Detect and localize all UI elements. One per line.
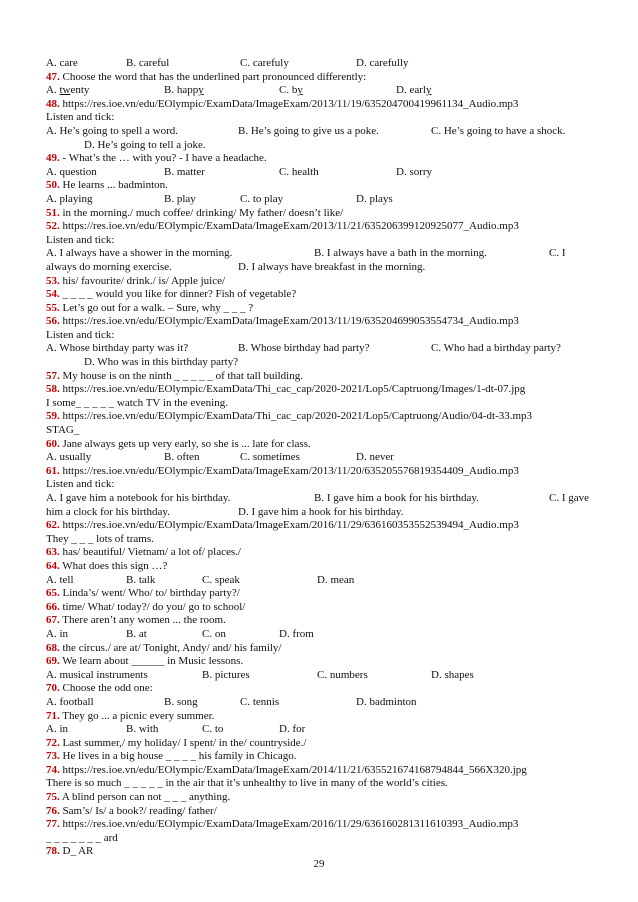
question-line	[46, 750, 598, 764]
line-text: Listen and tick:	[46, 328, 115, 341]
line-text: They go ... a picnic every summer.	[59, 709, 215, 722]
line-text: STAG_	[46, 424, 80, 437]
question-number: 72.	[46, 736, 60, 749]
answer-option: C. I	[549, 247, 566, 260]
answer-option: B. talk	[126, 573, 156, 586]
answer-option: A. football	[46, 695, 94, 708]
line-text: https://res.ioe.vn/edu/EOlympic/ExamData/Thi_cac_cap/2020-2021/Lop5/Captruong/Images/1-dt-07.jpg	[59, 383, 526, 396]
answer-option: C. on	[202, 627, 226, 640]
line-text: What does this sign …?	[59, 559, 168, 572]
question-number: 50.	[46, 179, 60, 192]
question-number: 61.	[46, 464, 60, 477]
answer-option: B. I always have a bath in the morning.	[314, 247, 487, 260]
answer-option: C. Who had a birthday party?	[431, 342, 561, 355]
question-number: 71.	[46, 709, 60, 722]
question-number: 55.	[46, 301, 60, 314]
question-number: 58.	[46, 383, 60, 396]
answer-options	[46, 342, 598, 356]
question-line	[46, 737, 598, 751]
answer-option: B. I gave him a book for his birthday.	[314, 492, 479, 504]
line-text: He lives in a big house _ _ _ _ his family in Chicago.	[59, 750, 297, 763]
answer-option: B. pictures	[202, 668, 250, 681]
question-line	[46, 220, 598, 234]
answer-option: C. to play	[240, 192, 284, 205]
line-text: Listen and tick:	[46, 111, 115, 124]
answer-option: B. with	[126, 723, 159, 736]
answer-options	[46, 451, 598, 465]
answer-option: B. at	[126, 627, 147, 640]
answer-option: D. Who was in this birthday party?	[84, 356, 239, 369]
answer-option: C. speak	[202, 573, 240, 586]
answer-option: A. in	[46, 627, 68, 640]
answer-option: A. I always have a shower in the morning.	[46, 247, 233, 260]
underlined-letters: y	[425, 84, 432, 97]
question-number: 69.	[46, 655, 60, 668]
question-number: 73.	[46, 750, 60, 763]
answer-option: D. He’s going to tell a joke.	[84, 138, 206, 151]
question-line	[46, 288, 598, 302]
line-text: There is so much _ _ _ _ _ in the air that it’s unhealthy to live in many of the world’s cities.	[46, 777, 448, 790]
answer-option: him a clock for his birthday.	[46, 505, 170, 518]
answer-option: B. happy	[164, 84, 204, 97]
question-number: 64.	[46, 559, 60, 572]
answer-option: D. for	[279, 723, 306, 736]
answer-option: C. health	[279, 165, 319, 178]
line-text: Jane always gets up very early, so she is ... late for class.	[59, 437, 311, 450]
question-number: 60.	[46, 437, 60, 450]
answer-options	[46, 193, 598, 207]
question-number: 66.	[46, 600, 60, 613]
line-text: D_ AR	[59, 845, 94, 858]
answer-option: D. from	[279, 627, 314, 640]
question-line	[46, 383, 598, 397]
line-text: Choose the odd one:	[59, 682, 153, 695]
line-text: _ _ _ _ would you like for dinner? Fish of vegetable?	[59, 288, 297, 301]
question-number: 59.	[46, 410, 60, 423]
question-number: 76.	[46, 804, 60, 817]
answer-options	[46, 166, 598, 180]
line-text: My house is on the ninth _ _ _ _ _ of that tall building.	[59, 369, 303, 382]
line-text: They _ _ _ lots of trams.	[46, 532, 154, 545]
question-line	[46, 682, 598, 696]
question-line	[46, 179, 598, 193]
line-text: I some_ _ _ _ _ watch TV in the evening.	[46, 396, 228, 409]
answer-option: D. shapes	[431, 668, 474, 681]
text-line	[46, 111, 598, 125]
line-text: There aren’t any women ... the room.	[59, 614, 226, 627]
question-number: 67.	[46, 614, 60, 627]
text-line	[46, 424, 598, 438]
question-line	[46, 302, 598, 316]
question-number: 49.	[46, 152, 60, 165]
line-text: _ _ _ _ _ _ _ ard	[46, 831, 118, 844]
line-text: Last summer,/ my holiday/ I spent/ in the/ countryside./	[59, 736, 307, 749]
line-text: https://res.ioe.vn/edu/EOlympic/ExamData/ImageExam/2016/11/29/636160353552539494_Audio.mp3	[59, 519, 519, 532]
answer-option: C. to	[202, 723, 224, 736]
answer-option: B. often	[164, 451, 200, 464]
line-text: https://res.ioe.vn/edu/EOlympic/ExamData/ImageExam/2013/11/19/635204700419961134_Audio.mp3	[59, 97, 519, 110]
answer-option: B. Whose birthday had party?	[238, 342, 370, 355]
line-text: Linda’s/ went/ Who/ to/ birthday party?/	[59, 587, 240, 600]
answer-option: D. badminton	[356, 695, 417, 708]
line-text: A blind person can not _ _ _ anything.	[59, 791, 231, 804]
answer-option: D. early	[396, 84, 432, 97]
question-number: 63.	[46, 546, 60, 559]
line-text: https://res.ioe.vn/edu/EOlympic/ExamData/Thi_cac_cap/2020-2021/Lop5/Captruong/Audio/04-dt-33.mp3	[59, 410, 533, 423]
answer-option: B. careful	[126, 57, 170, 69]
answer-option: B. play	[164, 192, 196, 205]
answer-option: A. He’s going to spell a word.	[46, 124, 178, 137]
answer-option: always do morning exercise.	[46, 260, 172, 273]
answer-option: D. carefully	[356, 57, 409, 69]
line-text: - What’s the … with you? - I have a headache.	[59, 152, 267, 165]
question-number: 78.	[46, 845, 60, 858]
exercise-list	[46, 57, 598, 859]
question-line	[46, 207, 598, 221]
question-number: 47.	[46, 70, 60, 83]
line-text: time/ What/ today?/ do you/ go to school/	[59, 600, 246, 613]
question-line	[46, 601, 598, 615]
answer-options	[46, 139, 598, 153]
answer-option: A. question	[46, 165, 97, 178]
question-number: 56.	[46, 315, 60, 328]
answer-option: B. matter	[164, 165, 205, 178]
question-line	[46, 764, 598, 778]
underlined-letters: tw	[59, 84, 71, 97]
answer-options	[46, 356, 598, 370]
question-number: 70.	[46, 682, 60, 695]
answer-option: A. in	[46, 723, 68, 736]
line-text: https://res.ioe.vn/edu/EOlympic/ExamData/ImageExam/2016/11/29/636160281311610393_Audio.mp3	[59, 818, 519, 831]
answer-option: A. care	[46, 57, 78, 69]
text-line	[46, 478, 598, 492]
question-line	[46, 642, 598, 656]
question-line	[46, 275, 598, 289]
question-line	[46, 410, 598, 424]
line-text: https://res.ioe.vn/edu/EOlympic/ExamData/ImageExam/2013/11/20/635205576819354409_Audio.mp3	[59, 464, 519, 477]
answer-option: C. He’s going to have a shock.	[431, 124, 566, 137]
answer-option: C. numbers	[317, 668, 368, 681]
answer-option: A. playing	[46, 192, 93, 205]
line-text: Listen and tick:	[46, 478, 115, 491]
line-text: has/ beautiful/ Vietnam/ a lot of/ places./	[59, 546, 241, 559]
question-number: 54.	[46, 288, 60, 301]
question-line	[46, 587, 598, 601]
question-line	[46, 614, 598, 628]
answer-option: B. He’s going to give us a poke.	[238, 124, 379, 137]
line-text: He learns ... badminton.	[59, 179, 168, 192]
line-text: Listen and tick:	[46, 233, 115, 246]
question-number: 57.	[46, 369, 60, 382]
text-line	[46, 777, 598, 791]
answer-option: C. by	[279, 84, 303, 97]
text-line	[46, 832, 598, 846]
question-number: 53.	[46, 274, 60, 287]
question-line	[46, 818, 598, 832]
question-line	[46, 546, 598, 560]
answer-option: C. I gave	[549, 492, 590, 504]
line-text: in the morning./ much coffee/ drinking/ My father/ doesn’t like/	[59, 206, 344, 219]
question-line	[46, 465, 598, 479]
question-number: 52.	[46, 220, 60, 233]
question-line	[46, 71, 598, 85]
answer-option: A. musical instruments	[46, 668, 148, 681]
line-text: https://res.ioe.vn/edu/EOlympic/ExamData/ImageExam/2014/11/21/635521674168794844_566X320.jpg	[59, 763, 527, 776]
text-line	[46, 329, 598, 343]
question-number: 65.	[46, 587, 60, 600]
answer-options	[46, 247, 598, 261]
question-line	[46, 519, 598, 533]
line-text: We learn about ______ in Music lessons.	[59, 655, 244, 668]
question-line	[46, 152, 598, 166]
text-line	[46, 397, 598, 411]
answer-options	[46, 84, 598, 98]
answer-options	[46, 574, 598, 588]
question-line	[46, 98, 598, 112]
line-text: Sam’s/ Is/ a book?/ reading/ father/	[59, 804, 217, 817]
line-text: the circus./ are at/ Tonight, Andy/ and/ his family/	[59, 641, 282, 654]
question-line	[46, 845, 598, 859]
line-text: https://res.ioe.vn/edu/EOlympic/ExamData/ImageExam/2013/11/21/635206399120925077_Audio.mp3	[59, 220, 519, 233]
line-text: Choose the word that has the underlined part pronounced differently:	[59, 70, 367, 83]
answer-option: A. usually	[46, 451, 92, 464]
question-line	[46, 710, 598, 724]
text-line	[46, 533, 598, 547]
question-line	[46, 438, 598, 452]
question-number: 68.	[46, 641, 60, 654]
question-line	[46, 805, 598, 819]
answer-option: D. I always have breakfast in the morning.	[238, 260, 426, 273]
answer-option: C. sometimes	[240, 451, 300, 464]
question-line	[46, 655, 598, 669]
answer-option: D. never	[356, 451, 394, 464]
question-number: 48.	[46, 97, 60, 110]
question-number: 74.	[46, 763, 60, 776]
answer-option: A. tell	[46, 573, 74, 586]
line-text: his/ favourite/ drink./ is/ Apple juice/	[59, 274, 226, 287]
answer-option: B. song	[164, 695, 198, 708]
answer-options	[46, 492, 598, 506]
answer-options	[46, 125, 598, 139]
answer-options	[46, 669, 598, 683]
answer-option: D. mean	[317, 573, 355, 586]
answer-option: D. plays	[356, 192, 393, 205]
answer-options	[46, 261, 598, 275]
answer-option: A. twenty	[46, 84, 90, 97]
answer-options	[46, 696, 598, 710]
answer-option: C. carefuly	[240, 57, 289, 69]
underlined-letters: y	[297, 84, 303, 97]
question-number: 75.	[46, 791, 60, 804]
underlined-letters: y	[198, 84, 204, 97]
page-number: 29	[313, 858, 325, 870]
line-text: Let’s go out for a walk. – Sure, why _ _ _ ?	[59, 301, 254, 314]
question-line	[46, 560, 598, 574]
answer-option: D. I gave him a hook for his birthday.	[238, 505, 404, 518]
question-number: 77.	[46, 818, 60, 831]
answer-option: A. I gave him a notebook for his birthday.	[46, 492, 231, 504]
question-line	[46, 315, 598, 329]
question-line	[46, 791, 598, 805]
question-line	[46, 370, 598, 384]
answer-option: C. tennis	[240, 695, 280, 708]
question-number: 62.	[46, 519, 60, 532]
question-number: 51.	[46, 206, 60, 219]
answer-option: D. sorry	[396, 165, 433, 178]
answer-options	[46, 57, 598, 71]
answer-options	[46, 628, 598, 642]
answer-options	[46, 723, 598, 737]
text-line	[46, 234, 598, 248]
answer-option: A. Whose birthday party was it?	[46, 342, 189, 355]
answer-options	[46, 506, 598, 520]
line-text: https://res.ioe.vn/edu/EOlympic/ExamData/ImageExam/2013/11/19/635204699053554734_Audio.mp3	[59, 315, 519, 328]
